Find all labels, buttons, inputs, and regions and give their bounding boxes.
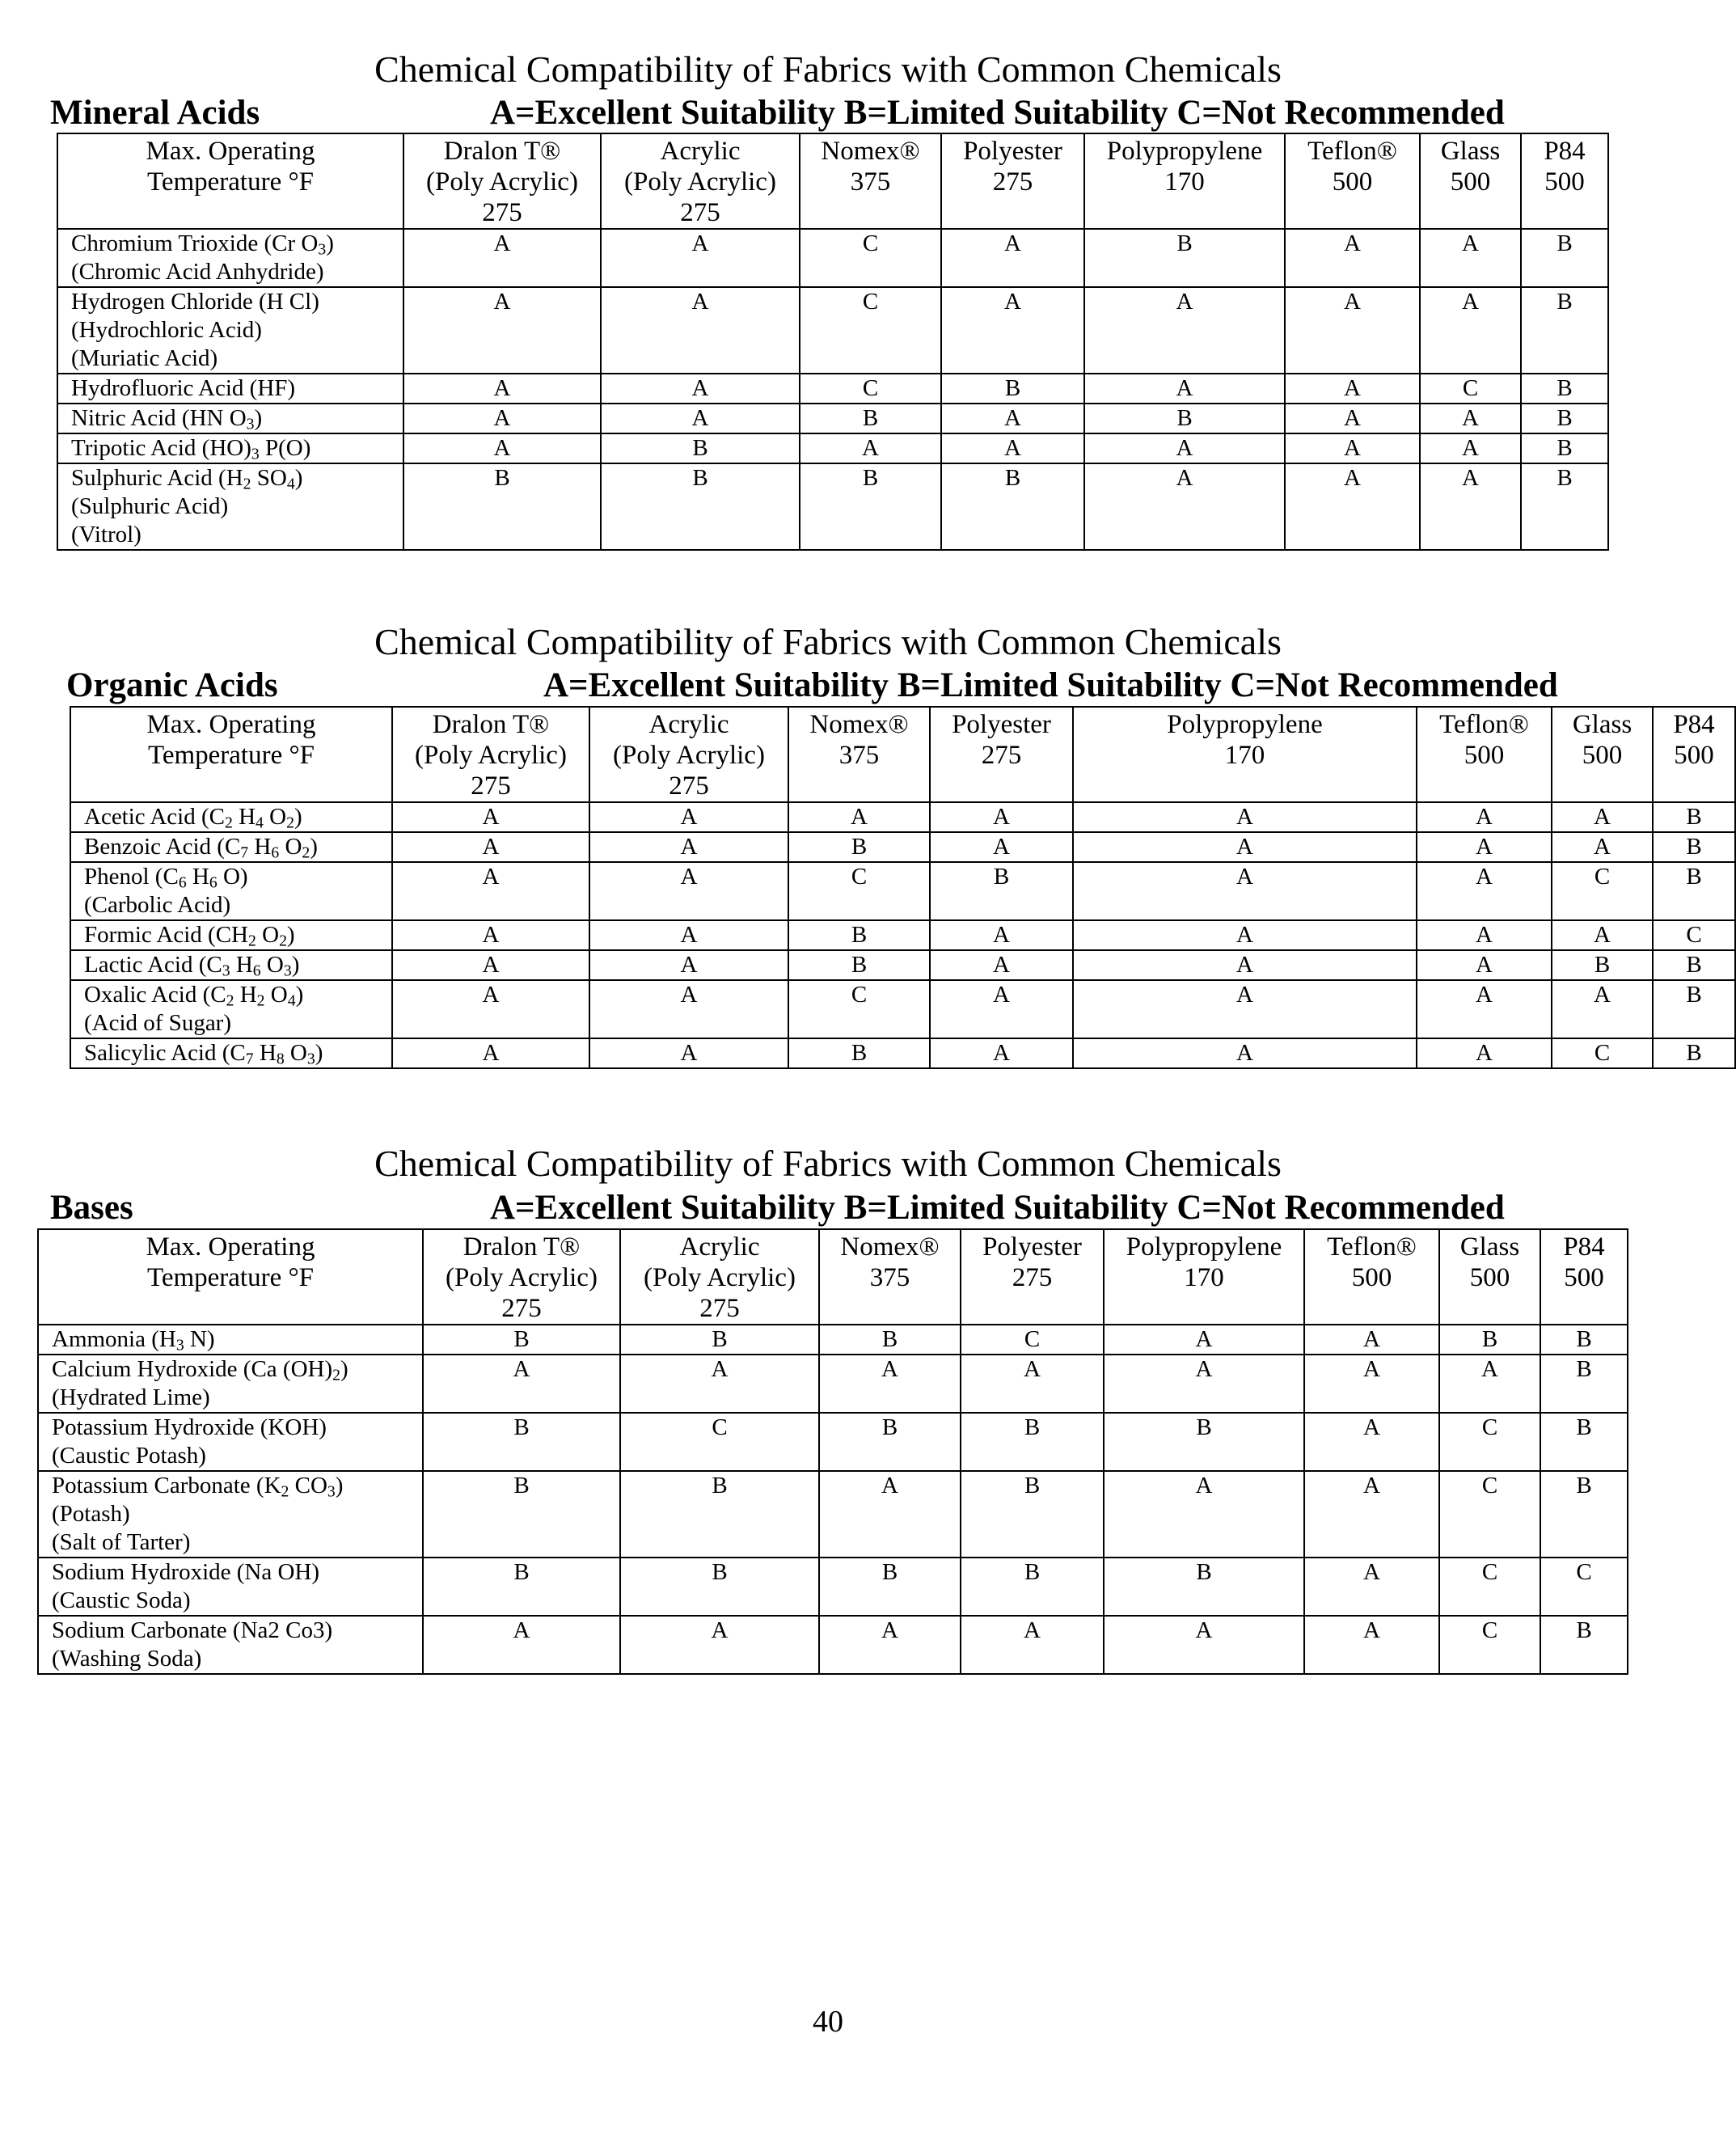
cell-line: Nitric Acid (HN $O_3$) (71, 405, 263, 433)
cell-line: (Sulphuric Acid) (71, 493, 229, 519)
cell-line: 500 (1674, 741, 1714, 770)
page-number: 40 (813, 2005, 843, 2039)
rating-cell: A (1552, 980, 1653, 1038)
header-cell-temperature (38, 1229, 423, 1325)
rating-cell: A (392, 950, 589, 980)
rating-cell: A (403, 229, 601, 287)
cell-line: Salicylic Acid ($C_7$ $H_8$ $O_3$) (84, 1040, 323, 1068)
rating-cell: C (1439, 1413, 1540, 1471)
rating-cell: B (941, 374, 1084, 404)
rating-cell: B (961, 1413, 1104, 1471)
cell-line: Nomex® (809, 710, 909, 739)
cell-line: Glass (1459, 1232, 1520, 1262)
rating-cell: A (930, 832, 1073, 862)
section-name: Organic Acids (66, 666, 278, 704)
cell-line: (Washing Soda) (52, 1646, 202, 1672)
rating-cell: B (620, 1471, 819, 1558)
rating-cell: A (1285, 287, 1420, 374)
rating-cell: B (961, 1471, 1104, 1558)
cell-line: Nomex® (821, 137, 920, 166)
rating-cell: B (1084, 229, 1285, 287)
cell-line: P84 (1563, 1232, 1605, 1262)
rating-cell: B (423, 1558, 620, 1616)
rating-cell: A (1073, 832, 1417, 862)
rating-cell: A (1084, 433, 1285, 463)
cell-line: Potassium Carbonate ($K_2$ $CO_3$) (52, 1473, 344, 1501)
rating-cell: B (1104, 1558, 1304, 1616)
header-row (38, 1229, 1628, 1325)
rating-cell: A (1420, 463, 1521, 550)
rating-cell: B (620, 1325, 819, 1355)
rating-cell: B (819, 1325, 961, 1355)
rating-cell: A (1417, 1038, 1552, 1068)
rating-cell: A (589, 950, 788, 980)
cell-line: (Poly Acrylic) (644, 1263, 796, 1292)
rating-cell: A (392, 802, 589, 832)
rating-cell: C (1552, 1038, 1653, 1068)
rating-cell: B (788, 1038, 930, 1068)
rating-cell: A (1552, 920, 1653, 950)
rating-cell: B (1521, 463, 1608, 550)
cell-line: 375 (869, 1263, 910, 1292)
rating-cell: B (1521, 433, 1608, 463)
rating-cell: B (1521, 374, 1608, 404)
cell-line: Phenol ($C_6$ $H_6$ O) (84, 864, 248, 892)
cell-line: 500 (1469, 1263, 1510, 1292)
rating-cell: A (589, 862, 788, 920)
cell-line: (Poly Acrylic) (446, 1263, 598, 1292)
rating-cell: A (1304, 1355, 1439, 1413)
header-cell-fabric (1439, 1229, 1540, 1325)
cell-line: P84 (1544, 137, 1586, 166)
cell-line: Benzoic Acid ($C_7$ $H_6$ $O_2$) (84, 834, 318, 862)
section-name: Bases (50, 1189, 133, 1227)
chemical-name (38, 1355, 423, 1413)
cell-line: 170 (1164, 167, 1205, 197)
cell-line: (Carbolic Acid) (84, 892, 231, 918)
rating-cell: A (589, 920, 788, 950)
rating-cell: B (1540, 1413, 1628, 1471)
rating-cell: A (930, 980, 1073, 1038)
rating-cell: A (601, 404, 800, 433)
rating-cell: B (620, 1558, 819, 1616)
cell-line: Dralon T® (443, 137, 561, 166)
rating-cell: A (941, 229, 1084, 287)
cell-line: Formic Acid ($CH_2$ $O_2$) (84, 922, 295, 950)
rating-cell: B (1540, 1616, 1628, 1674)
rating-cell: A (589, 1038, 788, 1068)
rating-cell: C (1439, 1471, 1540, 1558)
rating-cell: A (423, 1616, 620, 1674)
cell-line: Temperature °F (146, 167, 315, 197)
rating-cell: B (1653, 802, 1735, 832)
rating-cell: A (1104, 1355, 1304, 1413)
cell-line: 170 (1184, 1263, 1224, 1292)
rating-cell: A (589, 980, 788, 1038)
rating-cell: B (961, 1558, 1104, 1616)
cell-line: Polypropylene (1106, 137, 1263, 166)
cell-line: (Caustic Potash) (52, 1443, 206, 1469)
rating-cell: B (1439, 1325, 1540, 1355)
cell-line: Acrylic (648, 710, 729, 739)
header-cell-fabric (1540, 1229, 1628, 1325)
rating-cell: B (1521, 287, 1608, 374)
legend: A=Excellent Suitability B=Limited Suitability C=Not Recommended (490, 1189, 1505, 1227)
rating-cell: C (800, 374, 941, 404)
rating-cell: A (403, 287, 601, 374)
cell-line: Sulphuric Acid ($H_2$ $SO_4$) (71, 465, 303, 493)
rating-cell: A (1417, 802, 1552, 832)
cell-line: 275 (501, 1294, 542, 1323)
rating-cell: B (819, 1558, 961, 1616)
rating-cell: B (1653, 950, 1735, 980)
cell-line: (Poly Acrylic) (613, 741, 765, 770)
cell-line: Hydrogen Chloride (H Cl) (71, 289, 319, 315)
rating-cell: A (392, 1038, 589, 1068)
rating-cell: A (403, 404, 601, 433)
cell-line: Nomex® (840, 1232, 940, 1262)
header-cell-fabric (423, 1229, 620, 1325)
cell-line: 375 (838, 741, 880, 770)
cell-line: (Poly Acrylic) (415, 741, 567, 770)
rating-cell: A (1417, 980, 1552, 1038)
rating-cell: A (1304, 1616, 1439, 1674)
rating-cell: A (1084, 463, 1285, 550)
rating-cell: A (800, 433, 941, 463)
rating-cell: A (601, 287, 800, 374)
rating-cell: B (788, 920, 930, 950)
cell-line: Sodium Carbonate (Na2 Co3) (52, 1617, 333, 1643)
rating-cell: C (788, 862, 930, 920)
cell-line: Sodium Hydroxide (Na OH) (52, 1559, 320, 1585)
cell-line: 500 (1351, 1263, 1392, 1292)
compatibility-table (37, 1228, 1628, 1675)
rating-cell: A (1073, 950, 1417, 980)
rating-cell: A (1073, 920, 1417, 950)
cell-line: (Muriatic Acid) (71, 345, 218, 371)
cell-line: Teflon® (1327, 1232, 1417, 1262)
header-cell-fabric (620, 1229, 819, 1325)
rating-cell: A (601, 229, 800, 287)
rating-cell: A (1073, 980, 1417, 1038)
cell-line: Teflon® (1307, 137, 1397, 166)
cell-line: 170 (1224, 741, 1265, 770)
cell-line: Polypropylene (1126, 1232, 1282, 1262)
section-title: Chemical Compatibility of Fabrics with Common Chemicals (374, 621, 1282, 662)
rating-cell: B (423, 1413, 620, 1471)
header-cell-fabric (1104, 1229, 1304, 1325)
rating-cell: A (930, 802, 1073, 832)
rating-cell: B (1540, 1325, 1628, 1355)
cell-line: 275 (482, 198, 522, 227)
legend: A=Excellent Suitability B=Limited Suitability C=Not Recommended (490, 94, 1505, 132)
rating-cell: A (392, 920, 589, 950)
rating-cell: A (1420, 287, 1521, 374)
rating-cell: B (1552, 950, 1653, 980)
chemical-name (38, 1471, 423, 1558)
chemical-name (38, 1558, 423, 1616)
rating-cell: B (930, 862, 1073, 920)
cell-line: Acetic Acid ($C_2$ $H_4$ $O_2$) (84, 804, 302, 832)
rating-cell: A (1439, 1355, 1540, 1413)
rating-cell: A (392, 862, 589, 920)
rating-cell: A (1104, 1325, 1304, 1355)
rating-cell: B (601, 463, 800, 550)
rating-cell: B (1521, 229, 1608, 287)
cell-line: Dralon T® (463, 1232, 581, 1262)
rating-cell: B (601, 433, 800, 463)
rating-cell: C (1420, 374, 1521, 404)
table-row (38, 1616, 1628, 1674)
rating-cell: B (1653, 862, 1735, 920)
legend: A=Excellent Suitability B=Limited Suitability C=Not Recommended (543, 666, 1558, 704)
rating-cell: A (1285, 463, 1420, 550)
cell-line: 275 (1012, 1263, 1053, 1292)
rating-cell: B (1540, 1355, 1628, 1413)
rating-cell: A (1420, 404, 1521, 433)
rating-cell: A (1104, 1616, 1304, 1674)
rating-cell: A (961, 1616, 1104, 1674)
cell-line: 500 (1564, 1263, 1604, 1292)
rating-cell: A (1417, 920, 1552, 950)
section-title: Chemical Compatibility of Fabrics with Common Chemicals (374, 49, 1282, 90)
rating-cell: B (1521, 404, 1608, 433)
header-cell-fabric (1304, 1229, 1439, 1325)
rating-cell: A (1073, 802, 1417, 832)
rating-cell: A (403, 433, 601, 463)
section-title: Chemical Compatibility of Fabrics with Common Chemicals (374, 1143, 1282, 1184)
rating-cell: A (392, 832, 589, 862)
rating-cell: B (800, 404, 941, 433)
rating-cell: A (930, 1038, 1073, 1068)
rating-cell: B (423, 1471, 620, 1558)
rating-cell: C (788, 980, 930, 1038)
rating-cell: B (1653, 832, 1735, 862)
rating-cell: B (788, 832, 930, 862)
rating-cell: B (1540, 1471, 1628, 1558)
cell-line: Temperature °F (147, 741, 315, 770)
cell-line: 500 (1464, 741, 1505, 770)
rating-cell: A (1285, 404, 1420, 433)
cell-line: 275 (471, 771, 511, 801)
chemical-name (38, 1413, 423, 1471)
rating-cell: A (819, 1471, 961, 1558)
rating-cell: C (1552, 862, 1653, 920)
rating-cell: A (1420, 433, 1521, 463)
rating-cell: C (1439, 1616, 1540, 1674)
cell-line: Lactic Acid ($C_3$ $H_6$ $O_3$) (84, 952, 300, 980)
table-row (38, 1325, 1628, 1355)
rating-cell: A (1417, 832, 1552, 862)
rating-cell: B (1653, 980, 1735, 1038)
rating-cell: A (1552, 802, 1653, 832)
chemical-name (38, 1616, 423, 1674)
rating-cell: A (392, 980, 589, 1038)
cell-line: Glass (1440, 137, 1501, 166)
cell-line: 500 (1332, 167, 1373, 197)
cell-line: 275 (680, 198, 720, 227)
cell-line: Dralon T® (432, 710, 550, 739)
rating-cell: A (601, 374, 800, 404)
cell-line: 375 (850, 167, 891, 197)
cell-line: Polyester (963, 137, 1062, 166)
cell-line: Acrylic (660, 137, 741, 166)
section-name: Mineral Acids (50, 94, 260, 132)
table-row (38, 1471, 1628, 1558)
rating-cell: A (941, 433, 1084, 463)
rating-cell: A (589, 802, 788, 832)
cell-line: 275 (992, 167, 1033, 197)
rating-cell: C (961, 1325, 1104, 1355)
rating-cell: C (800, 287, 941, 374)
cell-line: Acrylic (679, 1232, 760, 1262)
cell-line: Potassium Hydroxide (KOH) (52, 1414, 327, 1440)
cell-line: (Hydrochloric Acid) (71, 317, 262, 343)
cell-line: Glass (1572, 710, 1633, 739)
rating-cell: C (1439, 1558, 1540, 1616)
cell-line: 500 (1450, 167, 1491, 197)
chemical-name (38, 1325, 423, 1355)
rating-cell: A (930, 950, 1073, 980)
cell-line: Calcium Hydroxide (Ca $(OH)_2$) (52, 1356, 348, 1384)
table-row (38, 1355, 1628, 1413)
rating-cell: A (1084, 374, 1285, 404)
cell-line: 500 (1582, 741, 1623, 770)
rating-cell: A (1104, 1471, 1304, 1558)
rating-cell: A (788, 802, 930, 832)
rating-cell: A (1304, 1413, 1439, 1471)
rating-cell: A (1285, 229, 1420, 287)
rating-cell: A (1084, 287, 1285, 374)
rating-cell: A (1285, 433, 1420, 463)
rating-cell: A (941, 287, 1084, 374)
rating-cell: A (1073, 862, 1417, 920)
cell-line: Tripotic Acid $(HO)_3$ P(O) (71, 435, 311, 463)
cell-line: (Acid of Sugar) (84, 1010, 232, 1036)
rating-cell: A (1417, 950, 1552, 980)
header-cell-fabric (819, 1229, 961, 1325)
rating-cell: A (1304, 1471, 1439, 1558)
cell-line: Hydrofluoric Acid (HF) (71, 375, 296, 401)
cell-line: Chromium Trioxide (Cr $O_3$) (71, 230, 334, 259)
cell-line: (Salt of Tarter) (52, 1529, 191, 1555)
cell-line: (Caustic Soda) (52, 1587, 191, 1613)
rating-cell: B (819, 1413, 961, 1471)
cell-line: (Vitrol) (71, 522, 141, 547)
cell-line: Max. Operating (146, 710, 316, 739)
rating-cell: A (589, 832, 788, 862)
rating-cell: A (1552, 832, 1653, 862)
cell-line: 500 (1544, 167, 1585, 197)
rating-cell: C (620, 1413, 819, 1471)
rating-cell: B (941, 463, 1084, 550)
cell-line: Polyester (982, 1232, 1082, 1262)
cell-line: 275 (669, 771, 709, 801)
table-row (38, 1413, 1628, 1471)
rating-cell: A (941, 404, 1084, 433)
rating-cell: A (961, 1355, 1104, 1413)
rating-cell: A (423, 1355, 620, 1413)
rating-cell: A (1417, 862, 1552, 920)
rating-cell: B (800, 463, 941, 550)
cell-line: Max. Operating (146, 1232, 315, 1262)
cell-line: Polypropylene (1167, 710, 1323, 739)
rating-cell: B (788, 950, 930, 980)
cell-line: (Poly Acrylic) (624, 167, 776, 197)
cell-line: (Chromic Acid Anhydride) (71, 259, 324, 285)
rating-cell: B (1653, 1038, 1735, 1068)
header-cell-fabric (1653, 707, 1735, 802)
rating-cell: A (1304, 1325, 1439, 1355)
rating-cell: C (800, 229, 941, 287)
header-cell-fabric (961, 1229, 1104, 1325)
rating-cell: A (620, 1616, 819, 1674)
rating-cell: C (1540, 1558, 1628, 1616)
cell-line: (Potash) (52, 1501, 130, 1527)
cell-line: Oxalic Acid ($C_2$ $H_2$ $O_4$) (84, 982, 304, 1010)
table-row (38, 1558, 1628, 1616)
rating-cell: A (1420, 229, 1521, 287)
cell-line: Teflon® (1439, 710, 1529, 739)
rating-cell: A (1304, 1558, 1439, 1616)
cell-line: Ammonia ($H_3$ N) (52, 1326, 215, 1355)
cell-line: (Hydrated Lime) (52, 1384, 210, 1410)
rating-cell: C (1653, 920, 1735, 950)
rating-cell: B (423, 1325, 620, 1355)
rating-cell: A (819, 1616, 961, 1674)
rating-cell: B (1104, 1413, 1304, 1471)
rating-cell: A (819, 1355, 961, 1413)
rating-cell: A (1285, 374, 1420, 404)
rating-cell: A (403, 374, 601, 404)
rating-cell: A (1073, 1038, 1417, 1068)
rating-cell: A (930, 920, 1073, 950)
cell-line: Temperature °F (146, 1263, 315, 1292)
cell-line: 275 (699, 1294, 740, 1323)
rating-cell: A (620, 1355, 819, 1413)
rating-cell: B (403, 463, 601, 550)
cell-line: Polyester (952, 710, 1051, 739)
rating-cell: B (1084, 404, 1285, 433)
cell-line: Max. Operating (146, 137, 315, 166)
cell-line: 275 (981, 741, 1022, 770)
cell-line: P84 (1673, 710, 1715, 739)
cell-line: (Poly Acrylic) (426, 167, 578, 197)
